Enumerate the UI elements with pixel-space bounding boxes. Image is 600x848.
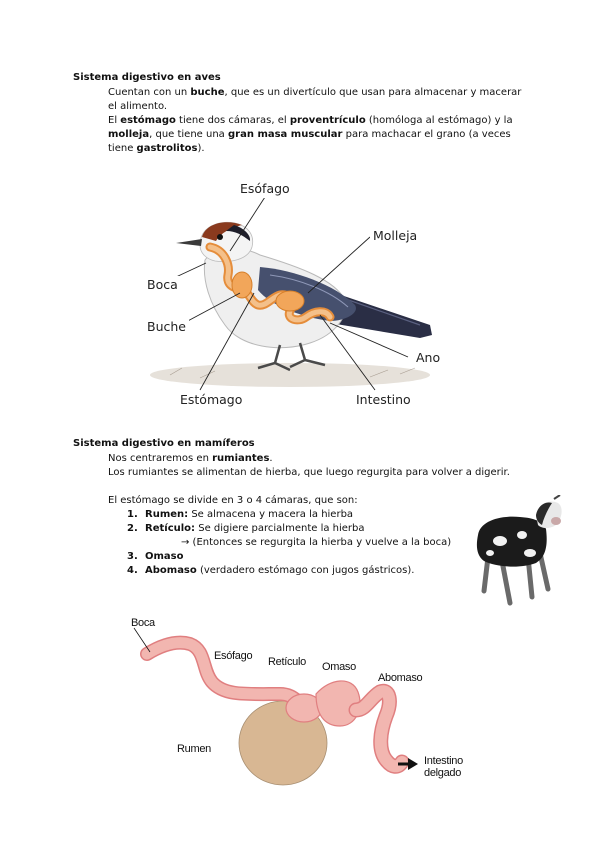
cow-horn	[554, 495, 560, 499]
chamber-name: Omaso	[145, 551, 184, 562]
cow-spot	[493, 536, 507, 546]
text: ).	[197, 143, 205, 154]
stomach-label-abomaso: Abomaso	[378, 672, 423, 684]
bird-label-estomago: Estómago	[177, 391, 245, 409]
intestine-arrowhead	[408, 758, 418, 770]
cow-spot	[517, 531, 527, 539]
cow-spot	[486, 550, 494, 556]
term-proventriculo: proventrículo	[289, 115, 366, 126]
list-item	[127, 508, 451, 522]
text: .	[269, 453, 273, 464]
chamber-name: Rumen:	[145, 509, 189, 520]
list-number: 4.	[127, 565, 138, 576]
text: delgado	[424, 767, 462, 779]
term-estomago: estómago	[120, 115, 176, 126]
ruminant-stomach-diagram	[120, 610, 460, 810]
text: tiene	[108, 143, 137, 154]
section-title-mamiferos: Sistema digestivo en mamíferos	[73, 438, 255, 449]
chamber-desc: Se digiere parcialmente la hierba	[195, 523, 365, 534]
term-gastrolitos: gastrolitos	[136, 143, 198, 154]
text: para machacar el grano (a veces	[342, 129, 511, 140]
boca-pointer	[134, 628, 150, 652]
cow-muzzle	[551, 517, 561, 525]
stomach-label-omaso: Omaso	[322, 661, 356, 673]
term-rumiantes: rumiantes	[212, 453, 270, 464]
chamber-name: Retículo:	[145, 523, 196, 534]
list-item	[127, 564, 451, 578]
chamber-name: Abomaso	[145, 565, 197, 576]
bird-label-boca: Boca	[144, 276, 181, 294]
text: Cuentan con un	[108, 87, 191, 98]
cow-image	[470, 495, 570, 607]
list-item	[127, 550, 451, 564]
section-title-aves: Sistema digestivo en aves	[73, 72, 221, 83]
chamber-desc: (verdadero estómago con jugos gástricos).	[196, 565, 415, 576]
text: el alimento.	[108, 101, 168, 112]
text: (homóloga al estómago) y la	[365, 115, 513, 126]
text: Nos centraremos en	[108, 453, 213, 464]
stomach-label-boca: Boca	[131, 617, 155, 629]
text: El	[108, 115, 121, 126]
bird-label-intestino: Intestino	[353, 391, 414, 409]
text: , que tiene una	[149, 129, 228, 140]
aves-paragraph-2	[108, 114, 513, 156]
bird-crop	[232, 272, 252, 298]
list-number: 1.	[127, 509, 138, 520]
term-molleja: molleja	[108, 129, 150, 140]
list-number: 2.	[127, 523, 138, 534]
text: Intestino	[424, 755, 463, 767]
cow-spot	[524, 549, 536, 557]
stomach-label-rumen: Rumen	[177, 743, 211, 755]
list-number: 3.	[127, 551, 138, 562]
aves-paragraph-1	[108, 86, 521, 114]
list-subnote: → (Entonces se regurgita la hierba y vuelve a la boca)	[181, 537, 452, 548]
bird-eye	[217, 234, 223, 240]
bird-label-molleja: Molleja	[370, 227, 420, 245]
chamber-desc: Se almacena y macera la hierba	[188, 509, 354, 520]
bird-gizzard	[276, 291, 304, 311]
mamiferos-line-2: Los rumiantes se alimentan de hierba, que luego regurgita para volver a digerir.	[108, 467, 510, 478]
chambers-list	[127, 508, 451, 578]
stomach-label-intestino	[424, 755, 463, 779]
mamiferos-line-1	[108, 452, 273, 466]
bird-label-buche: Buche	[144, 318, 189, 336]
term-masa-muscular: gran masa muscular	[228, 129, 343, 140]
stomach-label-esofago: Esófago	[214, 650, 253, 662]
list-item	[127, 522, 451, 536]
bird-beak	[176, 239, 202, 246]
cow-body	[477, 517, 547, 567]
bird-label-ano: Ano	[413, 349, 443, 367]
term-buche: buche	[190, 87, 225, 98]
mamiferos-line-3: El estómago se divide en 3 o 4 cámaras, que son:	[108, 495, 358, 506]
abomasum	[356, 691, 402, 766]
text: tiene dos cámaras, el	[175, 115, 290, 126]
bird-label-esofago: Esófago	[237, 180, 293, 198]
text: , que es un divertículo que usan para almacenar y macerar	[224, 87, 522, 98]
bird-digestive-diagram	[130, 175, 450, 415]
stomach-label-reticulo: Retículo	[268, 656, 306, 668]
